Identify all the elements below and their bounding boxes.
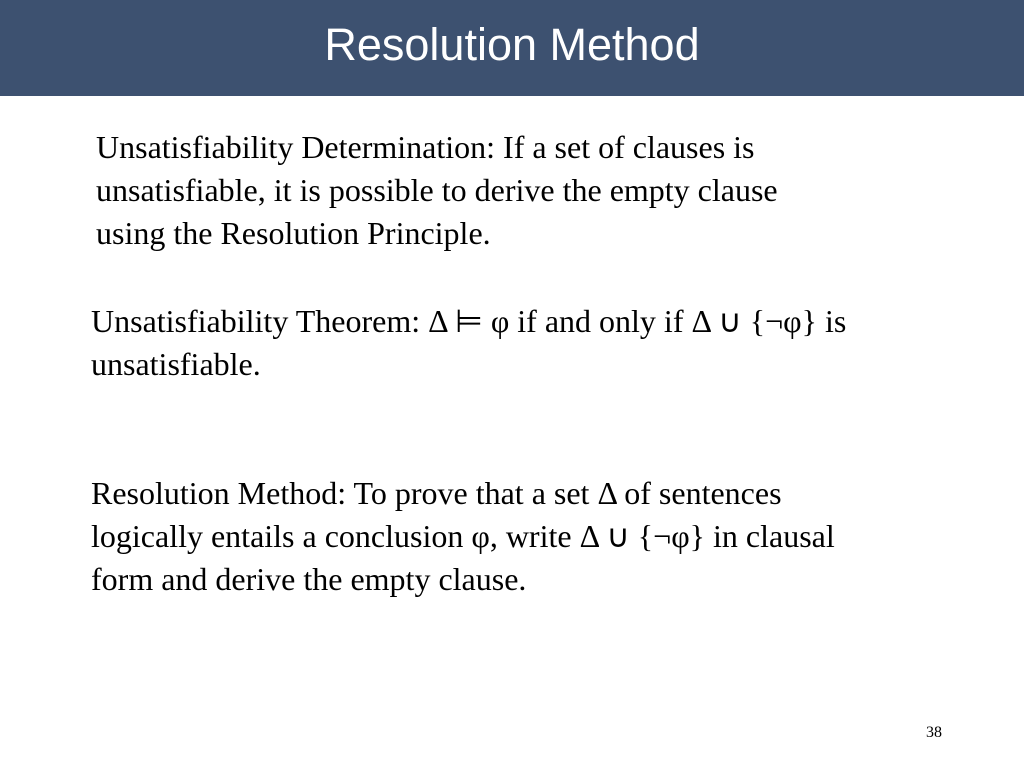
paragraph-line: Unsatisfiability Determination: If a set of clauses is: [96, 129, 755, 165]
slide-title: Resolution Method: [324, 19, 700, 70]
paragraph-line: logically entails a conclusion φ, write Δ ∪ {¬φ} in clausal: [91, 518, 835, 554]
paragraph-unsatisfiability-determination: [96, 126, 916, 255]
paragraph-line: unsatisfiable, it is possible to derive the empty clause: [96, 172, 778, 208]
paragraph-resolution-method: [91, 472, 971, 601]
title-bar: [0, 0, 1024, 96]
paragraph-line: Resolution Method: To prove that a set Δ of sentences: [91, 475, 782, 511]
page-number: 38: [926, 724, 942, 741]
paragraph-line: Unsatisfiability Theorem: Δ ⊨ φ if and only if Δ ∪ {¬φ} is: [91, 303, 847, 339]
paragraph-line: unsatisfiable.: [91, 346, 261, 382]
paragraph-line: form and derive the empty clause.: [91, 561, 527, 597]
paragraph-line: using the Resolution Principle.: [96, 215, 491, 251]
paragraph-unsatisfiability-theorem: [91, 300, 971, 386]
